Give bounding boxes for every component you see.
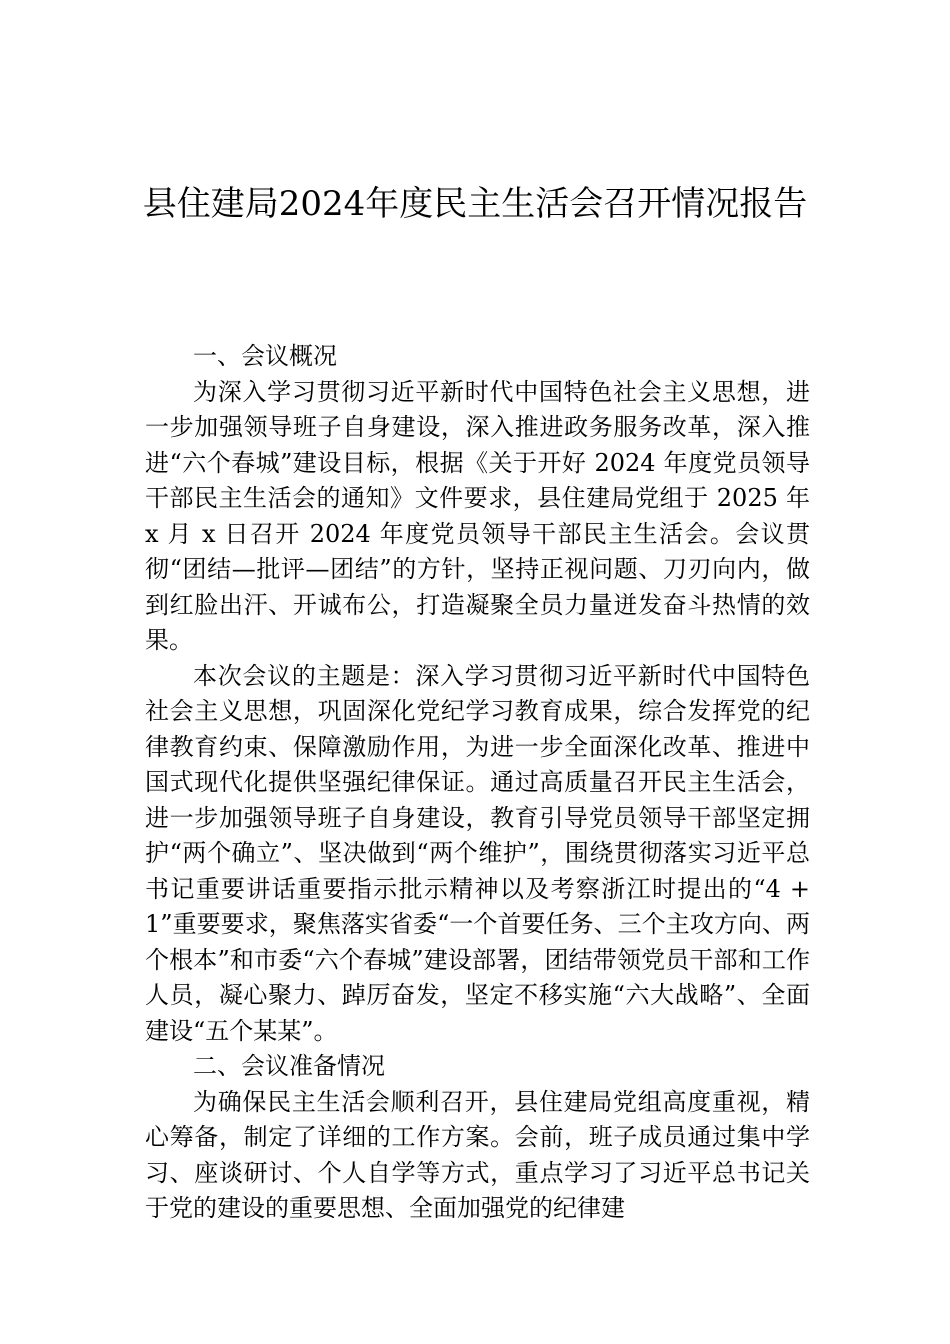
paragraph-preparation-1: 为确保民主生活会顺利召开，县住建局党组高度重视，精心筹备，制定了详细的工作方案。会前，班子成员通过集中学习、座谈研讨、个人自学等方式，重点学习了习近平总书记关于党的建设的重要思想、全面加强党的纪律建 bbox=[145, 1087, 810, 1222]
paragraph-overview-2: 本次会议的主题是：深入学习贯彻习近平新时代中国特色社会主义思想，巩固深化党纪学习教育成果，综合发挥党的纪律教育约束、保障激励作用，为进一步全面深化改革、推进中国式现代化提供坚强纪律保证。通过高质量召开民主生活会，进一步加强领导班子自身建设，教育引导党员领导干部坚定拥护“两个确立”、坚决做到“两个维护”，围绕贯彻落实习近平总书记重要讲话重要指示批示精神以及考察浙江时提出的“4 + 1”重要要求，聚焦落实省委“一个首要任务、三个主攻方向、两个根本”和市委“六个春城”建设部署，团结带领党员干部和工作人员，凝心聚力、踔厉奋发，坚定不移实施“六大战略”、全面建设“五个某某”。 bbox=[145, 661, 810, 1045]
paragraph-overview-1: 为深入学习贯彻习近平新时代中国特色社会主义思想，进一步加强领导班子自身建设，深入推进政务服务改革，深入推进“六个春城”建设目标，根据《关于开好 2024 年度党员领导干部民主生活会的通知》文件要求，县住建局党组于 2025 年 x 月 x 日召开 2024 年度党员领导干部民主生活会。会议贯彻“团结—批评—团结”的方针，坚持正视问题、刀刃向内，做到红脸出汗、开诚布公，打造凝聚全员力量迸发奋斗热情的效果。 bbox=[145, 377, 810, 654]
section-heading-overview: 一、会议概况 bbox=[193, 342, 337, 370]
section-heading-preparation: 二、会议准备情况 bbox=[193, 1052, 385, 1080]
document-body bbox=[145, 339, 810, 1227]
document-title: 县住建局2024年度民主生活会召开情况报告 bbox=[142, 184, 808, 224]
